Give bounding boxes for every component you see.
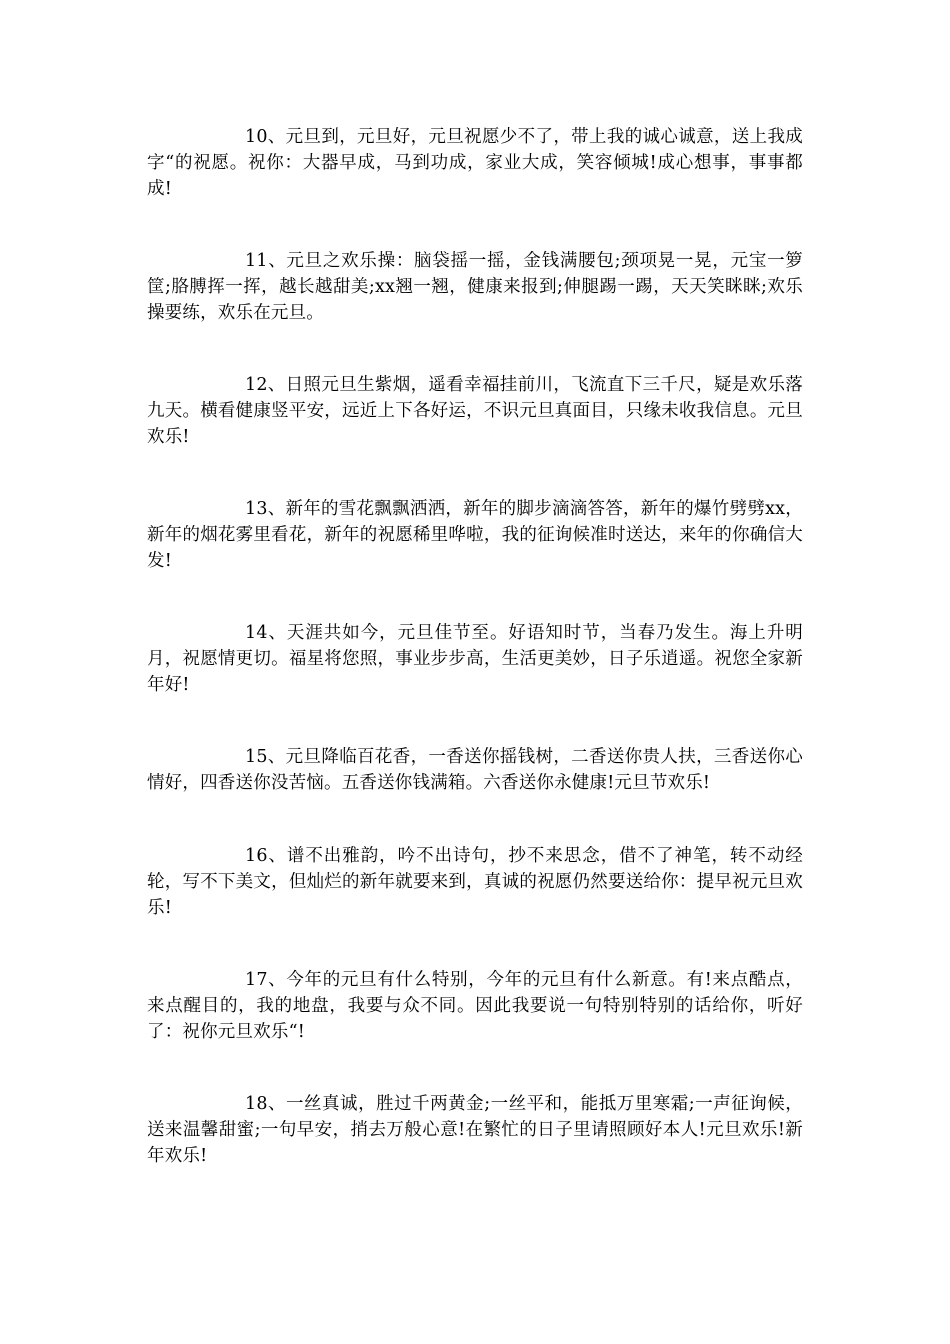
paragraph-12: 12、日照元旦生紫烟，遥看幸福挂前川，飞流直下三千尺，疑是欢乐落九天。横看健康竖平安，远近上下各好运，不识元旦真面目，只缘未收我信息。元旦欢乐!	[147, 375, 803, 447]
paragraph-16: 16、谱不出雅韵，吟不出诗句，抄不来思念，借不了神笔，转不动经轮，写不下美文，但灿烂的新年就要来到，真诚的祝愿仍然要送给你：提早祝元旦欢乐!	[147, 846, 803, 918]
paragraph-11: 11、元旦之欢乐操：脑袋摇一摇，金钱满腰包;颈项晃一晃，元宝一箩筐;胳膊挥一挥，越长越甜美;xx翘一翘，健康来报到;伸腿踢一踢，天天笑眯眯;欢乐操要练，欢乐在元旦。	[147, 251, 803, 323]
paragraph-15: 15、元旦降临百花香，一香送你摇钱树，二香送你贵人扶，三香送你心情好，四香送你没苦恼。五香送你钱满箱。六香送你永健康!元旦节欢乐!	[147, 747, 803, 793]
paragraph-17: 17、今年的元旦有什么特别，今年的元旦有什么新意。有!来点酷点，来点醒目的，我的地盘，我要与众不同。因此我要说一句特别特别的话给你，听好了：祝你元旦欢乐“!	[147, 970, 803, 1042]
paragraph-10: 10、元旦到，元旦好，元旦祝愿少不了，带上我的诚心诚意，送上我成字“的祝愿。祝你：大器早成，马到功成，家业大成，笑容倾城!成心想事，事事都成!	[147, 127, 803, 199]
paragraph-14: 14、天涯共如今，元旦佳节至。好语知时节，当春乃发生。海上升明月，祝愿情更切。福星将您照，事业步步高，生活更美妙，日子乐逍遥。祝您全家新年好!	[147, 623, 803, 695]
paragraph-13: 13、新年的雪花飘飘洒洒，新年的脚步滴滴答答，新年的爆竹劈劈xx，新年的烟花雾里看花，新年的祝愿稀里哗啦，我的征询候准时送达，来年的你确信大发!	[147, 499, 803, 571]
paragraph-18: 18、一丝真诚，胜过千两黄金;一丝平和，能抵万里寒霜;一声征询候，送来温馨甜蜜;一句早安，捎去万般心意!在繁忙的日子里请照顾好本人!元旦欢乐!新年欢乐!	[147, 1094, 803, 1166]
